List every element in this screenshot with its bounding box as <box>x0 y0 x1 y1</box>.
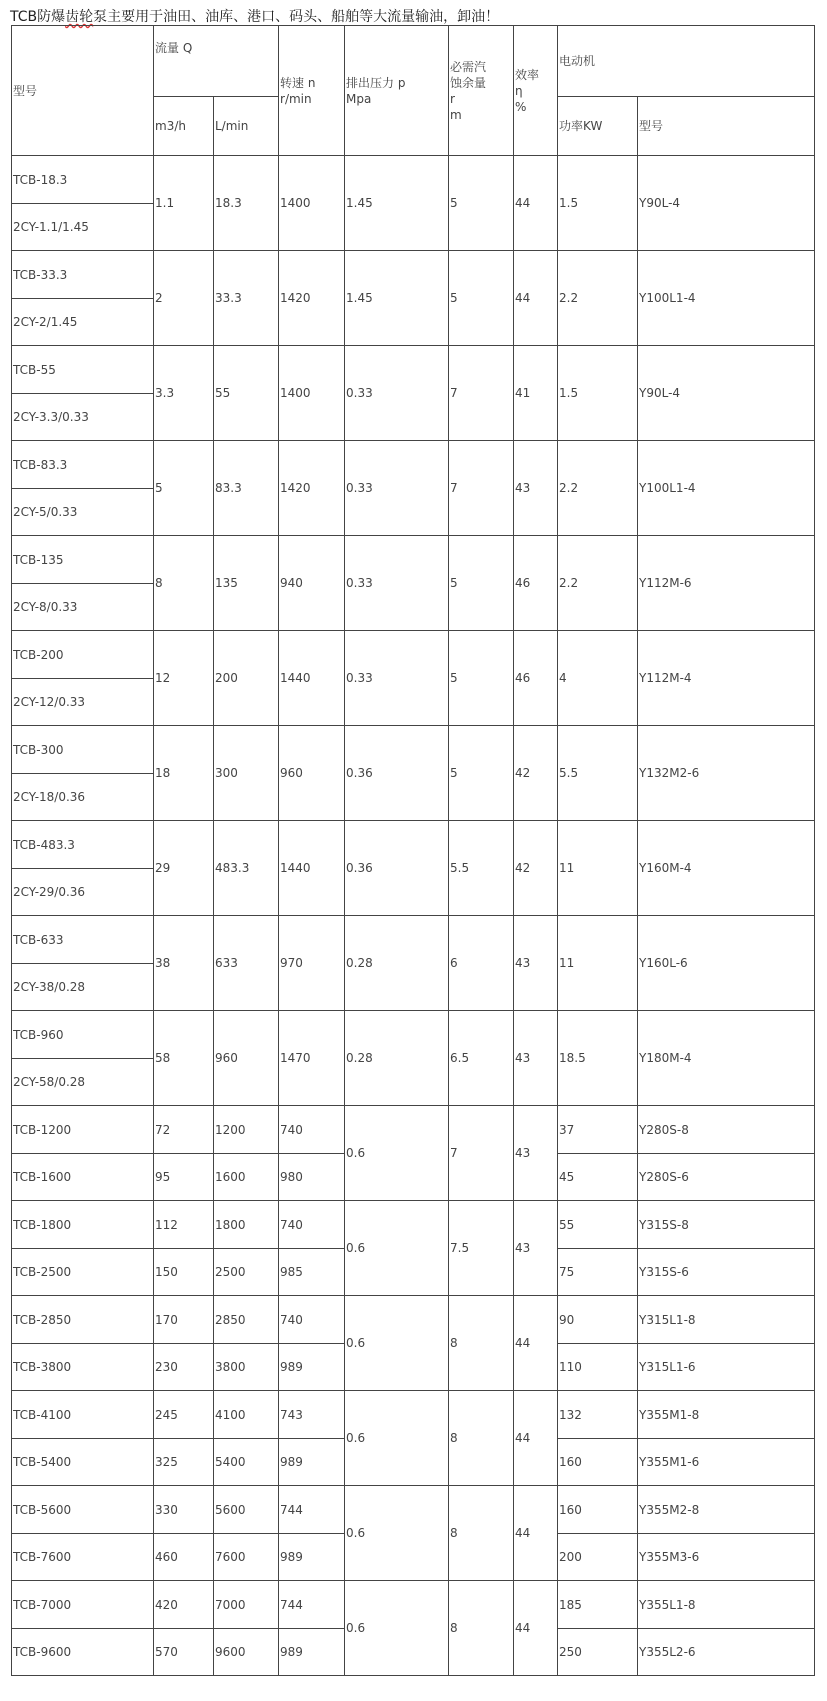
pressure-cell: 0.33 <box>345 346 449 441</box>
lmin-cell: 9600 <box>214 1629 279 1676</box>
motor-cell: Y90L-4 <box>638 346 815 441</box>
pressure-cell: 0.6 <box>345 1486 449 1581</box>
header-flow-m3h: m3/h <box>154 97 214 156</box>
speed-cell: 1440 <box>279 631 345 726</box>
power-cell: 37 <box>558 1106 638 1154</box>
pressure-cell: 1.45 <box>345 156 449 251</box>
model-cell: TCB-83.3 <box>12 441 154 489</box>
motor-cell: Y315S-8 <box>638 1201 815 1249</box>
speed-cell: 1400 <box>279 156 345 251</box>
motor-cell: Y355M1-8 <box>638 1391 815 1439</box>
speed-cell: 1400 <box>279 346 345 441</box>
eff-cell: 43 <box>514 1201 558 1296</box>
lmin-cell: 960 <box>214 1011 279 1106</box>
motor-cell: Y355L1-8 <box>638 1581 815 1629</box>
power-cell: 160 <box>558 1486 638 1534</box>
model-cell: 2CY-3.3/0.33 <box>12 394 154 441</box>
power-cell: 75 <box>558 1249 638 1296</box>
table-row <box>12 1486 815 1534</box>
pressure-cell: 0.33 <box>345 631 449 726</box>
motor-cell: Y112M-6 <box>638 536 815 631</box>
header-efficiency: 效率 η % <box>514 26 558 156</box>
m3h-cell: 330 <box>154 1486 214 1534</box>
lmin-cell: 2500 <box>214 1249 279 1296</box>
title-suffix: 泵主要用于油田、油库、港口、码头、船舶等大流量输油，卸油！ <box>93 9 500 25</box>
pressure-cell: 0.36 <box>345 821 449 916</box>
npsh-cell: 7 <box>449 441 514 536</box>
power-cell: 11 <box>558 916 638 1011</box>
model-cell: 2CY-29/0.36 <box>12 869 154 916</box>
npsh-cell: 5 <box>449 631 514 726</box>
m3h-cell: 325 <box>154 1439 214 1486</box>
power-cell: 5.5 <box>558 726 638 821</box>
eff-cell: 43 <box>514 1011 558 1106</box>
power-cell: 1.5 <box>558 156 638 251</box>
model-cell: 2CY-58/0.28 <box>12 1059 154 1106</box>
power-cell: 2.2 <box>558 441 638 536</box>
pressure-cell: 0.33 <box>345 536 449 631</box>
speed-cell: 980 <box>279 1154 345 1201</box>
eff-cell: 44 <box>514 1391 558 1486</box>
power-cell: 132 <box>558 1391 638 1439</box>
speed-cell: 989 <box>279 1534 345 1581</box>
table-row <box>12 346 815 394</box>
lmin-cell: 1200 <box>214 1106 279 1154</box>
npsh-cell: 8 <box>449 1296 514 1391</box>
speed-cell: 740 <box>279 1106 345 1154</box>
model-cell: TCB-200 <box>12 631 154 679</box>
header-npsh: 必需汽 蚀余量 r m <box>449 26 514 156</box>
table-row <box>12 821 815 869</box>
m3h-cell: 112 <box>154 1201 214 1249</box>
speed-cell: 744 <box>279 1581 345 1629</box>
npsh-cell: 7 <box>449 1106 514 1201</box>
lmin-cell: 4100 <box>214 1391 279 1439</box>
power-cell: 4 <box>558 631 638 726</box>
speed-cell: 743 <box>279 1391 345 1439</box>
model-cell: TCB-633 <box>12 916 154 964</box>
model-cell: 2CY-18/0.36 <box>12 774 154 821</box>
motor-cell: Y112M-4 <box>638 631 815 726</box>
motor-cell: Y132M2-6 <box>638 726 815 821</box>
speed-cell: 1420 <box>279 251 345 346</box>
motor-cell: Y355M2-8 <box>638 1486 815 1534</box>
speed-cell: 960 <box>279 726 345 821</box>
power-cell: 45 <box>558 1154 638 1201</box>
model-cell: TCB-1200 <box>12 1106 154 1154</box>
power-cell: 200 <box>558 1534 638 1581</box>
power-cell: 185 <box>558 1581 638 1629</box>
motor-cell: Y315L1-8 <box>638 1296 815 1344</box>
speed-cell: 740 <box>279 1296 345 1344</box>
eff-cell: 44 <box>514 156 558 251</box>
m3h-cell: 2 <box>154 251 214 346</box>
lmin-cell: 55 <box>214 346 279 441</box>
m3h-cell: 58 <box>154 1011 214 1106</box>
power-cell: 1.5 <box>558 346 638 441</box>
eff-cell: 42 <box>514 726 558 821</box>
m3h-cell: 72 <box>154 1106 214 1154</box>
table-row <box>12 441 815 489</box>
header-flow: 流量 Q <box>154 26 279 97</box>
model-cell: TCB-5600 <box>12 1486 154 1534</box>
motor-cell: Y160L-6 <box>638 916 815 1011</box>
npsh-cell: 5.5 <box>449 821 514 916</box>
npsh-cell: 5 <box>449 726 514 821</box>
title-misspelled-word: 齿轮 <box>65 9 94 25</box>
npsh-cell: 8 <box>449 1581 514 1676</box>
eff-cell: 44 <box>514 1581 558 1676</box>
m3h-cell: 230 <box>154 1344 214 1391</box>
npsh-cell: 7 <box>449 346 514 441</box>
speed-cell: 740 <box>279 1201 345 1249</box>
lmin-cell: 5600 <box>214 1486 279 1534</box>
model-cell: TCB-3800 <box>12 1344 154 1391</box>
title-prefix: TCB防爆 <box>10 9 66 25</box>
motor-cell: Y315L1-6 <box>638 1344 815 1391</box>
speed-cell: 970 <box>279 916 345 1011</box>
m3h-cell: 29 <box>154 821 214 916</box>
motor-cell: Y100L1-4 <box>638 251 815 346</box>
table-row <box>12 631 815 679</box>
header-power: 功率KW <box>558 97 638 156</box>
speed-cell: 940 <box>279 536 345 631</box>
model-cell: TCB-300 <box>12 726 154 774</box>
m3h-cell: 245 <box>154 1391 214 1439</box>
pressure-cell: 0.6 <box>345 1391 449 1486</box>
header-pressure: 排出压力 p Mpa <box>345 26 449 156</box>
npsh-cell: 8 <box>449 1486 514 1581</box>
model-cell: TCB-7600 <box>12 1534 154 1581</box>
eff-cell: 46 <box>514 536 558 631</box>
m3h-cell: 1.1 <box>154 156 214 251</box>
npsh-cell: 5 <box>449 251 514 346</box>
m3h-cell: 170 <box>154 1296 214 1344</box>
npsh-cell: 5 <box>449 156 514 251</box>
header-motor: 电动机 <box>558 26 815 97</box>
model-cell: TCB-960 <box>12 1011 154 1059</box>
eff-cell: 43 <box>514 441 558 536</box>
model-cell: TCB-2850 <box>12 1296 154 1344</box>
motor-cell: Y90L-4 <box>638 156 815 251</box>
pump-spec-table <box>11 25 815 1676</box>
model-cell: TCB-33.3 <box>12 251 154 299</box>
lmin-cell: 7600 <box>214 1534 279 1581</box>
npsh-cell: 6 <box>449 916 514 1011</box>
speed-cell: 989 <box>279 1344 345 1391</box>
table-row <box>12 1296 815 1344</box>
m3h-cell: 18 <box>154 726 214 821</box>
model-cell: TCB-1800 <box>12 1201 154 1249</box>
eff-cell: 44 <box>514 251 558 346</box>
header-speed: 转速 n r/min <box>279 26 345 156</box>
lmin-cell: 3800 <box>214 1344 279 1391</box>
model-cell: TCB-18.3 <box>12 156 154 204</box>
model-cell: TCB-1600 <box>12 1154 154 1201</box>
motor-cell: Y315S-6 <box>638 1249 815 1296</box>
model-cell: 2CY-5/0.33 <box>12 489 154 536</box>
eff-cell: 44 <box>514 1486 558 1581</box>
model-cell: 2CY-38/0.28 <box>12 964 154 1011</box>
power-cell: 90 <box>558 1296 638 1344</box>
table-row <box>12 156 815 204</box>
pressure-cell: 0.6 <box>345 1106 449 1201</box>
model-cell: 2CY-8/0.33 <box>12 584 154 631</box>
m3h-cell: 420 <box>154 1581 214 1629</box>
pressure-cell: 0.28 <box>345 1011 449 1106</box>
page-title <box>10 6 499 26</box>
eff-cell: 41 <box>514 346 558 441</box>
power-cell: 110 <box>558 1344 638 1391</box>
m3h-cell: 8 <box>154 536 214 631</box>
speed-cell: 744 <box>279 1486 345 1534</box>
lmin-cell: 33.3 <box>214 251 279 346</box>
speed-cell: 985 <box>279 1249 345 1296</box>
m3h-cell: 38 <box>154 916 214 1011</box>
motor-cell: Y160M-4 <box>638 821 815 916</box>
eff-cell: 43 <box>514 1106 558 1201</box>
lmin-cell: 5400 <box>214 1439 279 1486</box>
table-row <box>12 536 815 584</box>
power-cell: 2.2 <box>558 251 638 346</box>
eff-cell: 42 <box>514 821 558 916</box>
npsh-cell: 6.5 <box>449 1011 514 1106</box>
motor-cell: Y280S-6 <box>638 1154 815 1201</box>
lmin-cell: 83.3 <box>214 441 279 536</box>
model-cell: 2CY-12/0.33 <box>12 679 154 726</box>
header-flow-lmin: L/min <box>214 97 279 156</box>
lmin-cell: 300 <box>214 726 279 821</box>
table-row <box>12 916 815 964</box>
speed-cell: 1440 <box>279 821 345 916</box>
table-row <box>12 251 815 299</box>
table-row <box>12 1581 815 1629</box>
m3h-cell: 460 <box>154 1534 214 1581</box>
m3h-cell: 95 <box>154 1154 214 1201</box>
model-cell: TCB-2500 <box>12 1249 154 1296</box>
model-cell: 2CY-1.1/1.45 <box>12 204 154 251</box>
m3h-cell: 570 <box>154 1629 214 1676</box>
lmin-cell: 2850 <box>214 1296 279 1344</box>
table-row <box>12 1391 815 1439</box>
eff-cell: 44 <box>514 1296 558 1391</box>
motor-cell: Y280S-8 <box>638 1106 815 1154</box>
table-row <box>12 1201 815 1249</box>
npsh-cell: 5 <box>449 536 514 631</box>
m3h-cell: 150 <box>154 1249 214 1296</box>
model-cell: TCB-135 <box>12 536 154 584</box>
m3h-cell: 3.3 <box>154 346 214 441</box>
pressure-cell: 0.6 <box>345 1296 449 1391</box>
model-cell: TCB-4100 <box>12 1391 154 1439</box>
m3h-cell: 12 <box>154 631 214 726</box>
model-cell: TCB-5400 <box>12 1439 154 1486</box>
lmin-cell: 633 <box>214 916 279 1011</box>
eff-cell: 46 <box>514 631 558 726</box>
power-cell: 2.2 <box>558 536 638 631</box>
lmin-cell: 1800 <box>214 1201 279 1249</box>
m3h-cell: 5 <box>154 441 214 536</box>
lmin-cell: 1600 <box>214 1154 279 1201</box>
pressure-cell: 0.36 <box>345 726 449 821</box>
model-cell: TCB-7000 <box>12 1581 154 1629</box>
pressure-cell: 0.33 <box>345 441 449 536</box>
power-cell: 11 <box>558 821 638 916</box>
table-row <box>12 1011 815 1059</box>
pressure-cell: 0.6 <box>345 1581 449 1676</box>
npsh-cell: 7.5 <box>449 1201 514 1296</box>
model-cell: TCB-9600 <box>12 1629 154 1676</box>
motor-cell: Y355L2-6 <box>638 1629 815 1676</box>
header-model: 型号 <box>12 26 154 156</box>
power-cell: 160 <box>558 1439 638 1486</box>
model-cell: TCB-55 <box>12 346 154 394</box>
header-motor-model: 型号 <box>638 97 815 156</box>
lmin-cell: 18.3 <box>214 156 279 251</box>
motor-cell: Y100L1-4 <box>638 441 815 536</box>
speed-cell: 1420 <box>279 441 345 536</box>
lmin-cell: 7000 <box>214 1581 279 1629</box>
motor-cell: Y180M-4 <box>638 1011 815 1106</box>
model-cell: 2CY-2/1.45 <box>12 299 154 346</box>
power-cell: 250 <box>558 1629 638 1676</box>
table-row <box>12 726 815 774</box>
npsh-cell: 8 <box>449 1391 514 1486</box>
eff-cell: 43 <box>514 916 558 1011</box>
pressure-cell: 0.28 <box>345 916 449 1011</box>
lmin-cell: 200 <box>214 631 279 726</box>
speed-cell: 989 <box>279 1439 345 1486</box>
speed-cell: 1470 <box>279 1011 345 1106</box>
table-row <box>12 1106 815 1154</box>
model-cell: TCB-483.3 <box>12 821 154 869</box>
speed-cell: 989 <box>279 1629 345 1676</box>
lmin-cell: 135 <box>214 536 279 631</box>
motor-cell: Y355M3-6 <box>638 1534 815 1581</box>
pressure-cell: 0.6 <box>345 1201 449 1296</box>
power-cell: 55 <box>558 1201 638 1249</box>
lmin-cell: 483.3 <box>214 821 279 916</box>
power-cell: 18.5 <box>558 1011 638 1106</box>
header-row-1 <box>12 26 815 97</box>
pressure-cell: 1.45 <box>345 251 449 346</box>
motor-cell: Y355M1-6 <box>638 1439 815 1486</box>
